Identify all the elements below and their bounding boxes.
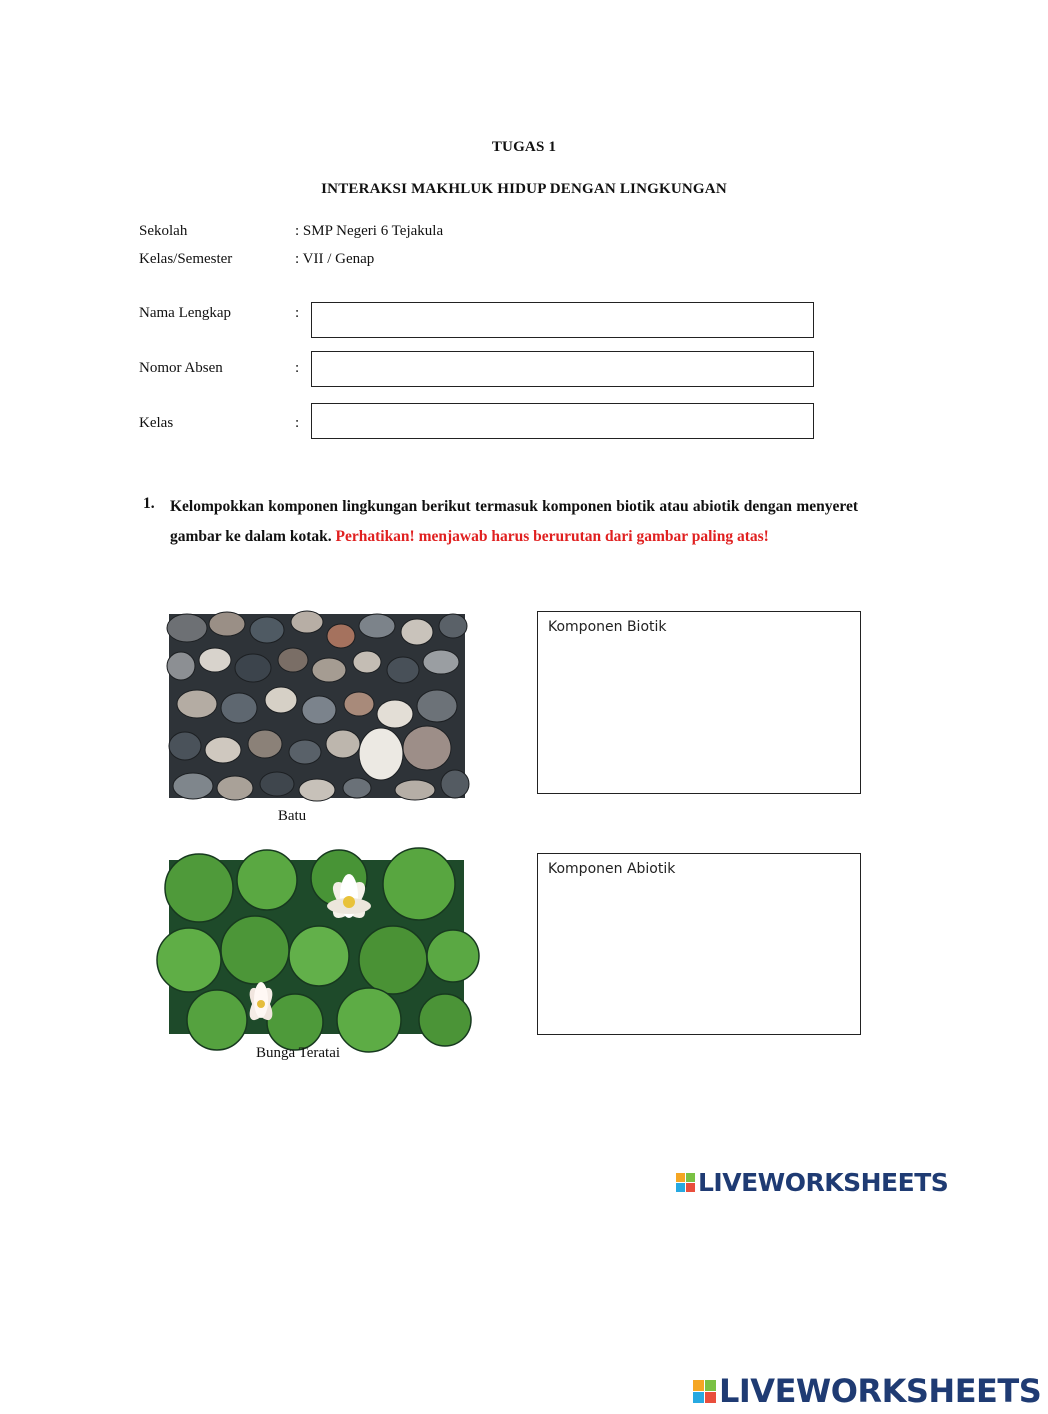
class-semester-value: : VII / Genap <box>295 251 375 267</box>
biotic-drop-zone[interactable] <box>537 611 861 794</box>
name-label: Nama Lengkap <box>139 305 232 321</box>
class-colon: : <box>295 415 300 431</box>
topic-title: INTERAKSI MAKHLUK HIDUP DENGAN LINGKUNGAN <box>321 181 727 197</box>
liveworksheets-logo-text: LIVEWORKSHEETS <box>698 1168 949 1197</box>
name-input[interactable] <box>311 302 814 338</box>
class-label: Kelas <box>139 415 174 431</box>
liveworksheets-logo-page <box>676 1168 948 1197</box>
water-lily-caption: Bunga Teratai <box>255 1045 341 1061</box>
question-warning: Perhatikan! menjawab harus berurutan dari gambar paling atas! <box>335 528 769 545</box>
name-colon: : <box>295 305 300 321</box>
stones-image[interactable] <box>169 614 465 798</box>
liveworksheets-logo-footer[interactable] <box>693 1372 1041 1410</box>
school-label: Sekolah <box>139 223 188 239</box>
abiotic-drop-zone-label: Komponen Abiotik <box>548 861 676 877</box>
water-lily-image[interactable] <box>169 860 464 1034</box>
absence-number-input[interactable] <box>311 351 814 387</box>
absence-label: Nomor Absen <box>139 360 223 376</box>
stones-photo-icon <box>169 614 465 798</box>
liveworksheets-footer-logo-icon <box>693 1380 716 1403</box>
biotic-drop-zone-label: Komponen Biotik <box>548 619 667 635</box>
question-text <box>170 492 858 552</box>
class-semester-label: Kelas/Semester <box>139 251 233 267</box>
absence-colon: : <box>295 360 300 376</box>
class-input[interactable] <box>311 403 814 439</box>
liveworksheets-logo-icon <box>676 1173 695 1192</box>
liveworksheets-footer-text: LIVEWORKSHEETS <box>719 1372 1042 1410</box>
school-value: : SMP Negeri 6 Tejakula <box>295 223 444 239</box>
task-title: TUGAS 1 <box>491 139 557 155</box>
question-number: 1. <box>143 495 155 512</box>
stones-caption: Batu <box>277 808 307 824</box>
water-lily-photo-icon <box>169 860 464 1034</box>
question-instruction: Kelompokkan komponen lingkungan berikut termasuk komponen biotik atau abiotik dengan menyeret gambar ke dalam kotak. <box>170 498 858 545</box>
abiotic-drop-zone[interactable] <box>537 853 861 1035</box>
